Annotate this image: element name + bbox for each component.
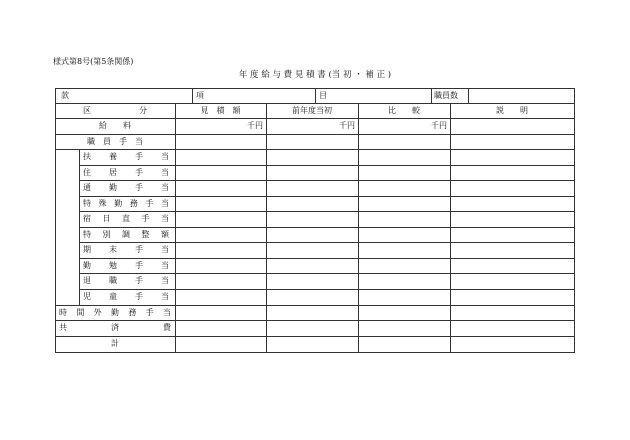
document-title: 年 度 給 与 費 見 積 書 (当 初 ・ 補 正 ) <box>238 70 392 80</box>
allowances-label: 職 員 手 当 <box>87 137 143 146</box>
mutual-aid-label: 共 済 費 <box>59 323 171 332</box>
form-number: 様式第8号(第5条関係) <box>53 57 134 66</box>
total-label: 計 <box>111 339 119 348</box>
estimate-table <box>55 88 575 353</box>
salary-comparison-unit: 千円 <box>431 121 447 130</box>
allowance-item: 特 殊 勤 務 手 当 <box>83 199 169 208</box>
salary-estimate-unit: 千円 <box>247 121 263 130</box>
allowance-item: 宿 日 直 手 当 <box>83 214 169 223</box>
allowance-item: 扶 養 手 当 <box>83 152 169 161</box>
col-estimate: 見 積 額 <box>200 106 241 115</box>
salary-label: 給 料 <box>99 121 131 130</box>
kou-label: 項 <box>196 91 204 100</box>
allowance-item: 住 居 手 当 <box>83 168 169 177</box>
allowance-item: 勤 勉 手 当 <box>83 261 169 270</box>
col-prev-year: 前年度当初 <box>292 106 332 115</box>
col-explanation: 説 明 <box>496 106 528 115</box>
salary-prev-unit: 千円 <box>339 121 355 130</box>
allowance-item: 通 勤 手 当 <box>83 183 169 192</box>
col-comparison: 比 較 <box>388 106 420 115</box>
allowance-item: 児 童 手 当 <box>83 292 169 301</box>
overtime-label: 時 間 外 勤 務 手 当 <box>59 308 171 317</box>
staff-count-label: 職員数 <box>434 91 458 100</box>
col-category: 区 分 <box>83 106 147 115</box>
allowance-item: 退 職 手 当 <box>83 276 169 285</box>
kan-label: 款 <box>61 91 69 100</box>
allowance-item: 特 別 調 整 額 <box>83 230 169 239</box>
allowance-item: 期 末 手 当 <box>83 245 169 254</box>
moku-label: 目 <box>319 91 327 100</box>
